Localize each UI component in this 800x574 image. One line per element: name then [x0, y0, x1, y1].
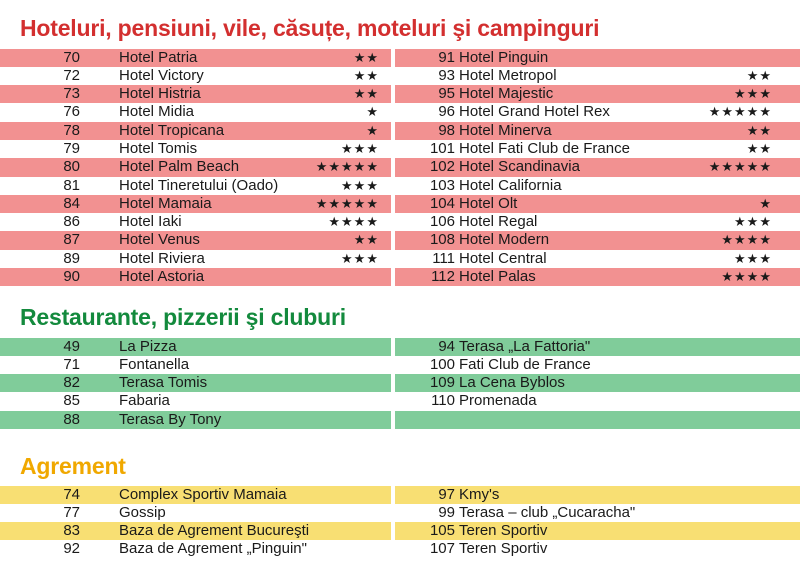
item-name: Teren Sportiv: [459, 540, 548, 558]
item-name: Terasa By Tony: [119, 410, 222, 428]
star-rating-icon: ★★★★: [721, 269, 772, 285]
list-item: [395, 486, 800, 504]
list-item: [395, 177, 800, 195]
list-item: [0, 250, 391, 268]
item-number: 87: [63, 231, 80, 249]
list-item: [0, 140, 391, 158]
item-name: Promenada: [459, 392, 537, 410]
item-name: Hotel Palm Beach: [119, 158, 240, 176]
item-name: Hotel Astoria: [119, 268, 205, 286]
list-item: [0, 338, 391, 356]
restaurants-right-column: [395, 338, 800, 429]
star-rating-icon: ★★★★: [721, 232, 772, 248]
hotels-heading: Hoteluri, pensiuni, vile, căsuțe, moteluri şi campinguri: [20, 15, 600, 41]
item-name: Hotel Riviera: [119, 249, 205, 267]
item-number: 79: [63, 139, 80, 157]
item-number: 104: [429, 194, 455, 212]
item-number: 84: [63, 194, 80, 212]
list-item: [0, 392, 391, 410]
item-name: La Cena Byblos: [459, 374, 565, 392]
list-item: [395, 103, 800, 121]
item-name: Hotel Tomis: [119, 139, 198, 157]
item-name: Kmy's: [459, 485, 500, 503]
list-item: [0, 195, 391, 213]
list-item: [395, 392, 800, 410]
item-name: Terasa „La Fattoria": [459, 337, 591, 355]
item-number: 85: [63, 392, 80, 410]
list-item: [395, 158, 800, 176]
star-rating-icon: ★★★: [341, 140, 379, 156]
item-number: 82: [63, 374, 80, 392]
item-number: 99: [438, 503, 455, 521]
item-name: Hotel Fati Club de France: [459, 139, 630, 157]
star-rating-icon: ★★★: [734, 86, 772, 102]
item-number: 103: [429, 176, 455, 194]
item-number: 77: [63, 503, 80, 521]
list-item: [0, 49, 391, 67]
item-name: Hotel Central: [459, 249, 547, 267]
list-item: [0, 231, 391, 249]
item-number: 70: [63, 48, 80, 66]
item-name: Hotel Iaki: [119, 213, 182, 231]
item-number: 76: [63, 103, 80, 121]
item-number: 83: [63, 522, 80, 540]
item-name: Hotel Modern: [459, 231, 550, 249]
item-name: Hotel Midia: [119, 103, 195, 121]
item-name: Hotel Tineretului (Oado): [119, 176, 279, 194]
list-item: [0, 486, 391, 504]
item-number: 91: [438, 48, 455, 66]
star-rating-icon: ★: [366, 122, 379, 138]
list-item: [0, 356, 391, 374]
item-number: 93: [438, 66, 455, 84]
list-item: [395, 195, 800, 213]
list-item: [395, 67, 800, 85]
item-name: Fontanella: [119, 355, 190, 373]
item-number: 89: [63, 249, 80, 267]
star-rating-icon: ★★: [353, 232, 379, 248]
list-item: [0, 540, 391, 558]
list-item: [395, 231, 800, 249]
star-rating-icon: ★★: [746, 140, 772, 156]
item-name: Hotel Mamaia: [119, 194, 212, 212]
item-name: Hotel Pinguin: [459, 48, 549, 66]
hotels-right-column: [395, 49, 800, 287]
item-name: Complex Sportiv Mamaia: [119, 485, 287, 503]
item-number: 107: [429, 540, 455, 558]
star-rating-icon: ★★★: [734, 250, 772, 266]
item-number: 96: [438, 103, 455, 121]
list-item: [395, 411, 800, 429]
star-rating-icon: ★★: [353, 49, 379, 65]
item-name: La Pizza: [119, 337, 177, 355]
item-number: 108: [429, 231, 455, 249]
item-number: 88: [63, 410, 80, 428]
item-name: Baza de Agrement „Pinguin": [119, 540, 307, 558]
list-item: [395, 540, 800, 558]
list-item: [395, 250, 800, 268]
item-number: 98: [438, 121, 455, 139]
star-rating-icon: ★★★★★: [315, 159, 379, 175]
item-number: 71: [63, 355, 80, 373]
item-name: Hotel Minerva: [459, 121, 552, 139]
item-name: Hotel Metropol: [459, 66, 557, 84]
star-rating-icon: ★★★★★: [708, 104, 772, 120]
item-number: 101: [429, 139, 455, 157]
star-rating-icon: ★★★★: [328, 214, 379, 230]
list-item: [0, 67, 391, 85]
list-item: [395, 504, 800, 522]
list-item: [0, 268, 391, 286]
list-item: [0, 122, 391, 140]
item-name: Hotel Patria: [119, 48, 198, 66]
item-name: Hotel Scandinavia: [459, 158, 580, 176]
item-name: Teren Sportiv: [459, 522, 548, 540]
star-rating-icon: ★★★: [341, 177, 379, 193]
item-number: 110: [431, 392, 455, 410]
list-item: [395, 374, 800, 392]
star-rating-icon: ★: [366, 104, 379, 120]
item-number: 73: [63, 85, 80, 103]
item-name: Hotel Tropicana: [119, 121, 225, 139]
item-number: 112: [431, 268, 455, 286]
leisure-right-column: [395, 486, 800, 559]
list-item: [395, 49, 800, 67]
list-item: [395, 122, 800, 140]
item-number: 49: [63, 337, 80, 355]
list-item: [395, 213, 800, 231]
item-name: Hotel Olt: [459, 194, 518, 212]
list-item: [395, 522, 800, 540]
item-number: 111: [432, 249, 455, 267]
item-number: 95: [438, 85, 455, 103]
list-item: [0, 85, 391, 103]
star-rating-icon: ★★: [746, 67, 772, 83]
item-number: 81: [63, 176, 80, 194]
item-number: 109: [429, 374, 455, 392]
star-rating-icon: ★★★: [734, 214, 772, 230]
list-item: [395, 268, 800, 286]
item-name: Hotel Venus: [119, 231, 200, 249]
item-number: 86: [63, 213, 80, 231]
star-rating-icon: ★: [759, 195, 772, 211]
item-name: Fati Club de France: [459, 355, 591, 373]
star-rating-icon: ★★★: [341, 250, 379, 266]
list-item: [0, 213, 391, 231]
restaurants-heading: Restaurante, pizzerii şi cluburi: [20, 304, 346, 330]
item-name: Hotel California: [459, 176, 562, 194]
star-rating-icon: ★★★★★: [708, 159, 772, 175]
item-number: 78: [63, 121, 80, 139]
item-number: 92: [63, 540, 80, 558]
item-number: 94: [438, 337, 455, 355]
item-number: 102: [429, 158, 455, 176]
item-number: 106: [429, 213, 455, 231]
item-name: Fabaria: [119, 392, 170, 410]
list-item: [395, 85, 800, 103]
item-name: Terasa Tomis: [119, 374, 208, 392]
star-rating-icon: ★★★★★: [315, 195, 379, 211]
leisure-heading: Agrement: [20, 453, 126, 479]
item-number: 97: [438, 485, 455, 503]
list-item: [0, 374, 391, 392]
list-item: [0, 177, 391, 195]
item-name: Hotel Histria: [119, 85, 201, 103]
list-item: [0, 158, 391, 176]
leisure-left-column: [0, 486, 391, 559]
list-item: [395, 356, 800, 374]
star-rating-icon: ★★: [746, 122, 772, 138]
star-rating-icon: ★★: [353, 86, 379, 102]
list-item: [0, 504, 391, 522]
hotels-left-column: [0, 49, 391, 287]
item-number: 74: [63, 485, 80, 503]
item-name: Baza de Agrement Bucureşti: [119, 522, 310, 540]
item-name: Hotel Grand Hotel Rex: [459, 103, 610, 121]
item-name: Gossip: [119, 503, 166, 521]
item-number: 80: [63, 158, 80, 176]
item-name: Hotel Majestic: [459, 85, 554, 103]
item-number: 72: [63, 66, 80, 84]
item-number: 105: [429, 522, 455, 540]
item-number: 100: [429, 355, 455, 373]
list-item: [395, 140, 800, 158]
item-name: Terasa – club „Cucaracha": [459, 503, 636, 521]
item-name: Hotel Regal: [459, 213, 538, 231]
list-item: [0, 103, 391, 121]
item-number: 90: [63, 268, 80, 286]
list-item: [0, 411, 391, 429]
star-rating-icon: ★★: [353, 67, 379, 83]
item-name: Hotel Victory: [119, 66, 204, 84]
list-item: [0, 522, 391, 540]
restaurants-left-column: [0, 338, 391, 429]
item-name: Hotel Palas: [459, 268, 536, 286]
list-item: [395, 338, 800, 356]
